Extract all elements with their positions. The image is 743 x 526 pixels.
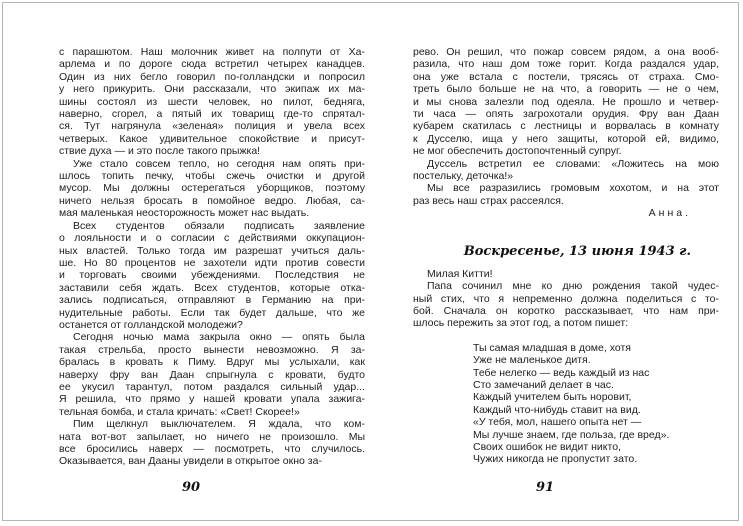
book-spread: [2, 2, 739, 521]
text-line: зались подписаться, отправляют в Германию на при-: [59, 294, 365, 307]
text-line: Всех студентов обязали подписать заявление: [73, 219, 365, 232]
text-line: Дуссель встретил ее словами: «Ложитесь на мою: [427, 157, 719, 170]
text-line: и торговать своими убеждениями. Последствия не: [59, 269, 365, 282]
text-line: треть было больше не на что, а говорить — не о чем,: [413, 83, 719, 96]
text-line: четверых. Какое удивительное спокойствие и присут-: [59, 132, 365, 145]
text-line: Сегодня ночью мама закрыла окно — опять была: [73, 331, 365, 344]
paragraph: [413, 46, 719, 158]
paragraph: [59, 46, 365, 158]
paragraph: [59, 418, 365, 468]
text-line: ше. Но 80 процентов не захотели идти против совести: [59, 256, 365, 269]
text-line: она уже встала с постели, трясясь от страха. Смо-: [413, 70, 719, 83]
text-line: ных властей. Только тогда им разрешат учиться даль-: [59, 244, 365, 257]
text-line: у него прикурить. Они рассказали, что экипаж их ма-: [59, 83, 365, 96]
poem-line: Ты самая младшая в доме, хотя: [473, 341, 631, 354]
text-line: Я решила, что прямо у нашей кровати упала зажига-: [59, 393, 365, 406]
text-line: рево. Он решил, что пожар совсем рядом, а она вооб-: [413, 46, 719, 58]
poem: [473, 342, 719, 466]
salutation: Милая Китти!: [427, 267, 493, 280]
paragraph: [59, 331, 365, 418]
text-line: к Дусселю, ища у него защиты, которой ей, видимо,: [413, 132, 719, 145]
book-page-left-text: [59, 46, 365, 468]
text-line: разила, что наш дом тоже горит. Когда раздался удар,: [413, 58, 719, 71]
poem-line: Сто замечаний делает в час.: [473, 378, 614, 391]
text-line: бралась в кровать к Пиму. Вдруг мы услыхали, как: [59, 356, 365, 369]
text-line: постельку, деточка!»: [413, 170, 514, 183]
text-line: раз весь наш страх рассеялся.: [413, 194, 564, 207]
text-line: такая стрельба, просто вынести невозможно. Я за-: [59, 343, 365, 356]
book-page-right-text: [413, 46, 719, 466]
text-line: нудительные работы. Если так будет дальше, что же: [59, 306, 365, 319]
text-line: с парашютом. Наш молочник живет на полпути от Ха-: [59, 46, 365, 58]
paragraph: [413, 158, 719, 183]
text-line: Один из них бегло говорил по-голландски и попросил: [59, 70, 365, 83]
paragraph: [413, 182, 719, 207]
poem-line: Уже не маленькое дитя.: [473, 354, 591, 367]
text-line: о лояльности и о согласии с действиями оккупацион-: [59, 232, 365, 245]
text-line: ся. Тут нагрянула «зеленая» полиция и увела всех: [59, 120, 365, 133]
text-line: шлось пережить за этот год, а потом пишет:: [413, 317, 629, 330]
text-line: мусор. Мы должны остерегаться уборщиков, поэтому: [59, 182, 365, 195]
text-line: все бросились наверх — посмотреть, что случилось.: [59, 443, 365, 455]
page-number-left: 90: [181, 480, 201, 495]
paragraph: [59, 158, 365, 220]
text-line: ната вот-вот запылает, но ничего не произошло. Мы: [59, 430, 365, 443]
text-line: наверно, сгорел, а пятый их товарищ где-то спрятал-: [59, 108, 365, 121]
text-line: шлось топить печку, чтобы сжечь очистки и другой: [59, 170, 365, 183]
text-line: кубарем скатилась с лестницы и ворвалась в комнату: [413, 120, 719, 133]
text-line: ничего нельзя бросать в помойное ведро. Любая, са-: [59, 194, 365, 207]
poem-line: Тебе нелегко — ведь каждый из нас: [473, 366, 650, 379]
paragraph: [413, 280, 719, 330]
text-line: Папа сочинил мне ко дню рождения такой чудес-: [427, 280, 719, 293]
text-line: ный стих, что я непременно должна поделиться с то-: [413, 292, 719, 305]
poem-line: Чужих никогда не пропустит зато.: [473, 453, 638, 466]
text-line: не мог обеспечить достопочтенный супруг.: [413, 145, 622, 158]
text-line: наверху фру ван Даан спрыгнула с кровати, будто: [59, 368, 365, 381]
text-line: шины состоял из шести человек, но пилот, бедняга,: [59, 95, 365, 108]
text-line: останется от голландской молодежи?: [59, 318, 243, 331]
poem-line: Мы лучше знаем, где польза, где вред».: [473, 428, 670, 441]
poem-line: «У тебя, мол, нашего опыта нет —: [473, 416, 642, 429]
text-line: Оказывается, ван Дааны увидели в открытое окно за-: [59, 455, 322, 468]
page-number-right: 91: [535, 480, 555, 495]
paragraph: [59, 220, 365, 332]
text-line: арлема и по дороге сюда встретил четырех канадцев.: [59, 58, 365, 71]
text-line: бой. Сначала он коротко рассказывает, что нам при-: [413, 304, 719, 317]
text-line: заставили себя ждать. Всех студентов, которые отка-: [59, 281, 365, 294]
text-line: ствие духа — и это после такого прыжка!: [59, 145, 261, 158]
signature: Анна.: [648, 207, 691, 220]
text-line: Мы все разразились громовым хохотом, и на этот: [427, 182, 719, 195]
text-line: тельная бомба, и стала кричать: «Свет! Скорее!»: [59, 405, 300, 418]
text-line: и мы снова залезли под одеяла. Не прошло и четвер-: [413, 95, 719, 108]
entry-date-heading: Воскресенье, 13 июня 1943 г.: [463, 243, 691, 259]
poem-line: Своих ошибок не видит никто,: [473, 440, 621, 453]
poem-line: Каждый что-нибудь ставит на вид.: [473, 403, 641, 416]
text-line: Пим щелкнул выключателем. Я ждала, что ком-: [73, 418, 365, 431]
text-line: Уже стало совсем тепло, но сегодня нам опять при-: [73, 157, 365, 170]
text-line: мая маленькая неосторожность может нас выдать.: [59, 207, 310, 220]
text-line: ее укусил тарантул, потом раздался сильный удар...: [59, 380, 365, 393]
poem-line: Каждый учителем быть норовит,: [473, 391, 632, 404]
text-line: ти часа — опять загрохотали орудия. Фру ван Даан: [413, 108, 719, 121]
